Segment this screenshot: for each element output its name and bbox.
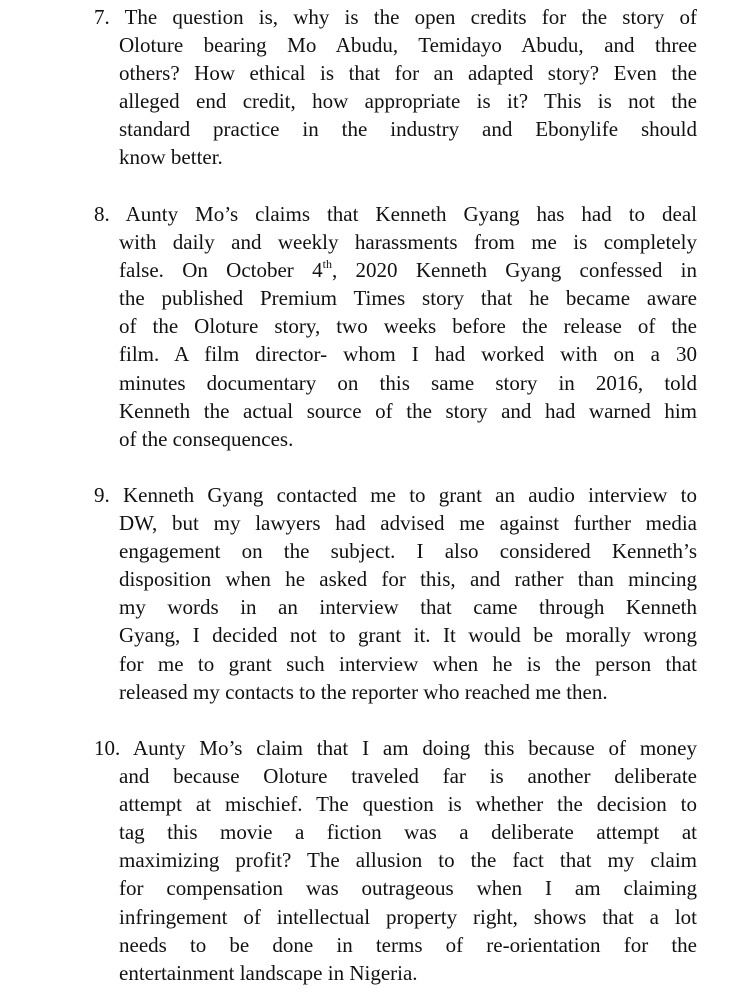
item-text-line: film. A film director- whom I had worked with on a 30	[119, 342, 697, 367]
list-item-9	[94, 481, 697, 706]
item-text-line: released my contacts to the reporter who reached me then.	[119, 679, 608, 704]
item-text-line: for me to grant such interview when he is the person that	[119, 651, 697, 676]
item-text-line: know better.	[119, 145, 223, 170]
item-text-line: minutes documentary on this same story in 2016, told	[119, 370, 697, 395]
item-text-line: engagement on the subject. I also considered Kenneth’s	[119, 539, 697, 564]
item-text-line: the published Premium Times story that he became aware	[119, 286, 697, 311]
item-text-line: with daily and weekly harassments from me is completely	[119, 230, 697, 255]
item-text-line: Oloture bearing Mo Abudu, Temidayo Abudu, and three	[119, 33, 697, 58]
item-text-line: infringement of intellectual property right, shows that a lot	[119, 904, 697, 929]
item-text-line: others? How ethical is that for an adapted story? Even the	[119, 61, 697, 86]
item-text-line: my words in an interview that came through Kenneth	[119, 595, 697, 620]
item-text-line-with-superscript: false. On October 4th, 2020 Kenneth Gyang confessed in	[119, 257, 697, 283]
item-text-line: The question is, why is the open credits for the story of	[124, 5, 697, 29]
list-item-7	[94, 3, 697, 172]
item-text-line: of the Oloture story, two weeks before the release of the	[119, 314, 697, 339]
item-number: 8.	[94, 202, 110, 226]
item-text-line: Aunty Mo’s claims that Kenneth Gyang has had to deal	[125, 202, 697, 226]
item-text-line: Kenneth Gyang contacted me to grant an audio interview to	[123, 483, 697, 507]
item-text-line: tag this movie a fiction was a deliberate attempt at	[119, 820, 697, 845]
item-text-line: maximizing profit? The allusion to the fact that my claim	[119, 848, 697, 873]
ordinal-superscript: th	[322, 257, 332, 272]
list-item-8	[94, 200, 697, 453]
item-text-line: Aunty Mo’s claim that I am doing this because of money	[132, 736, 698, 760]
item-number: 10.	[94, 736, 121, 760]
item-text-line: attempt at mischief. The question is whether the decision to	[119, 792, 697, 817]
item-text-line: needs to be done in terms of re-orientation for the	[119, 932, 697, 957]
item-number: 7.	[94, 5, 110, 29]
item-text-line: of the consequences.	[119, 426, 294, 451]
item-text-line: and because Oloture traveled far is another deliberate	[119, 764, 697, 789]
item-text-line: alleged end credit, how appropriate is it? This is not the	[119, 89, 697, 114]
item-text-line: DW, but my lawyers had advised me against further media	[119, 511, 697, 536]
list-item-10	[94, 734, 697, 987]
item-text-line: Gyang, I decided not to grant it. It would be morally wrong	[119, 623, 697, 648]
item-text-line: Kenneth the actual source of the story and had warned him	[119, 398, 697, 423]
item-text-line: entertainment landscape in Nigeria.	[119, 960, 418, 985]
item-text-line: disposition when he asked for this, and rather than mincing	[119, 567, 697, 592]
item-number: 9.	[94, 483, 110, 507]
item-text-line: standard practice in the industry and Ebonylife should	[119, 117, 697, 142]
item-text-line: for compensation was outrageous when I am claiming	[119, 876, 697, 901]
